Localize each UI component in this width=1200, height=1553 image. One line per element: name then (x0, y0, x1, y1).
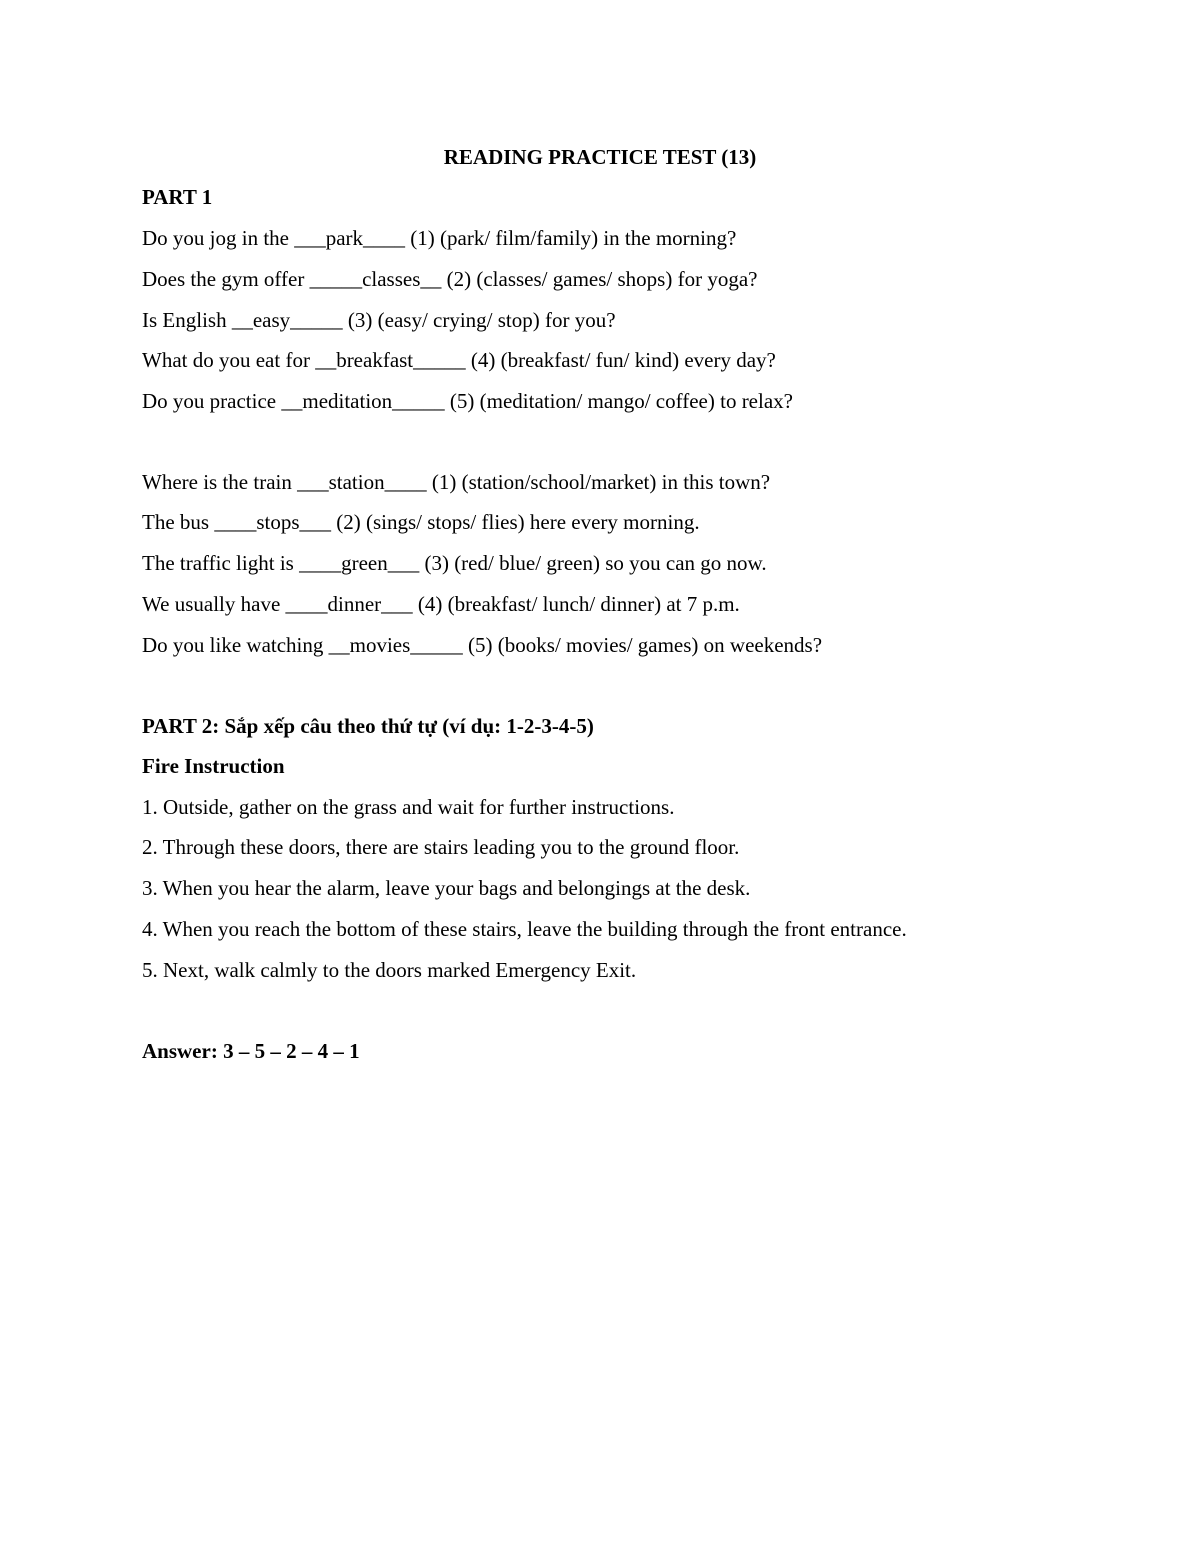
part1-heading: PART 1 (142, 185, 213, 209)
part2-heading: PART 2: Sắp xếp câu theo thứ tự (ví dụ: 1-2-3-4-5) (142, 714, 594, 738)
part1-sentence: Where is the train ___station____ (1) (station/school/market) in this town? (142, 470, 771, 494)
instruction-item: 5. Next, walk calmly to the doors marked Emergency Exit. (142, 958, 637, 982)
part1-sentence: Do you like watching __movies_____ (5) (books/ movies/ games) on weekends? (142, 633, 823, 657)
part1-sentence: Do you jog in the ___park____ (1) (park/ film/family) in the morning? (142, 226, 737, 250)
part1-sentence: Does the gym offer _____classes__ (2) (classes/ games/ shops) for yoga? (142, 267, 758, 291)
instruction-item: 1. Outside, gather on the grass and wait for further instructions. (142, 795, 675, 819)
part1-sentence: The bus ____stops___ (2) (sings/ stops/ flies) here every morning. (142, 510, 700, 534)
instruction-item: 4. When you reach the bottom of these stairs, leave the building through the front entrance. (142, 917, 907, 941)
part2-subheading: Fire Instruction (142, 754, 285, 778)
part1-sentence: We usually have ____dinner___ (4) (breakfast/ lunch/ dinner) at 7 p.m. (142, 592, 740, 616)
page-title: READING PRACTICE TEST (13) (443, 145, 757, 169)
instruction-item: 3. When you hear the alarm, leave your bags and belongings at the desk. (142, 876, 751, 900)
part1-sentence: The traffic light is ____green___ (3) (red/ blue/ green) so you can go now. (142, 551, 767, 575)
part1-sentence: Is English __easy_____ (3) (easy/ crying/ stop) for you? (142, 308, 616, 332)
instruction-item: 2. Through these doors, there are stairs leading you to the ground floor. (142, 835, 740, 859)
answer: Answer: 3 – 5 – 2 – 4 – 1 (142, 1039, 360, 1063)
part1-sentence: What do you eat for __breakfast_____ (4) (breakfast/ fun/ kind) every day? (142, 348, 776, 372)
part1-sentence: Do you practice __meditation_____ (5) (meditation/ mango/ coffee) to relax? (142, 389, 793, 413)
